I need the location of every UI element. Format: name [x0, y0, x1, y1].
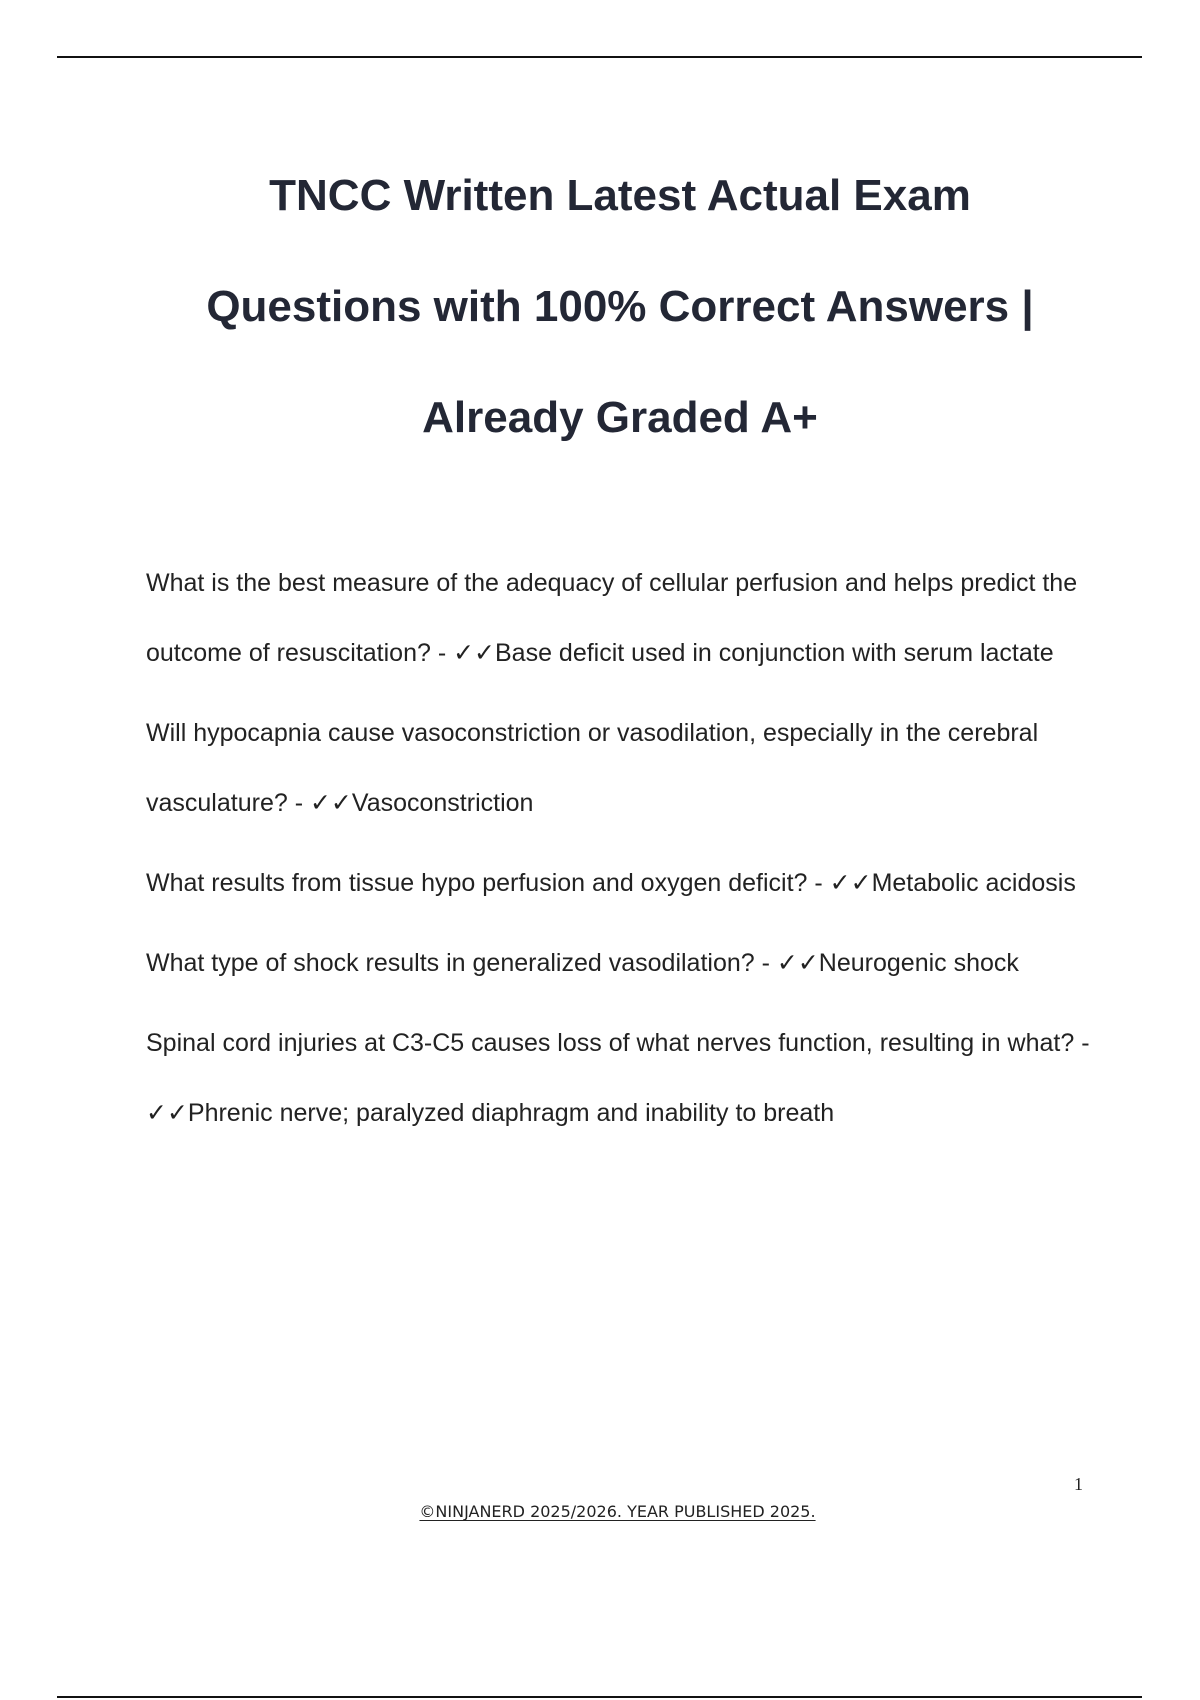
double-check-icon: ✓✓	[309, 789, 352, 817]
title-line-1: TNCC Written Latest Actual Exam	[269, 171, 971, 220]
question-text: Will hypocapnia cause vasoconstriction or vasodilation, especially in the cerebral vasculature? -	[146, 719, 1039, 817]
question-text: What is the best measure of the adequacy of cellular perfusion and helps predict the outcome of resuscitation? -	[146, 569, 1078, 667]
page-number: 1	[1074, 1474, 1083, 1494]
question-text: What results from tissue hypo perfusion and oxygen deficit? -	[146, 869, 830, 897]
bottom-rule	[57, 1696, 1142, 1698]
answer-text: Base deficit used in conjunction with serum lactate	[495, 639, 1054, 667]
double-check-icon: ✓✓	[453, 639, 495, 667]
double-check-icon: ✓✓	[146, 1099, 188, 1127]
double-check-icon: ✓✓	[829, 869, 872, 897]
qa-item	[146, 698, 1106, 838]
answer-text: Vasoconstriction	[351, 789, 534, 817]
answer-text: Neurogenic shock	[818, 949, 1019, 977]
qa-item	[146, 1008, 1106, 1148]
title-line-3: Already Graded A+	[422, 393, 818, 442]
answer-text: Phrenic nerve; paralyzed diaphragm and inability to breath	[187, 1099, 835, 1127]
footer-text: ©NINJANERD 2025/2026. YEAR PUBLISHED 2025.	[419, 1502, 816, 1521]
copyright-footer	[0, 1502, 1200, 1521]
question-text: What type of shock results in generalized vasodilation? -	[146, 949, 777, 977]
question-text: Spinal cord injuries at C3-C5 causes loss of what nerves function, resulting in what? -	[146, 1029, 1090, 1057]
double-check-icon: ✓✓	[776, 949, 819, 977]
qa-item	[146, 548, 1106, 688]
top-rule	[57, 56, 1142, 58]
title-line-2: Questions with 100% Correct Answers |	[206, 282, 1034, 331]
document-title	[100, 140, 1140, 473]
answer-text: Metabolic acidosis	[871, 869, 1076, 897]
qa-item	[146, 848, 1106, 918]
question-answer-list	[146, 548, 1106, 1148]
qa-item	[146, 928, 1106, 998]
